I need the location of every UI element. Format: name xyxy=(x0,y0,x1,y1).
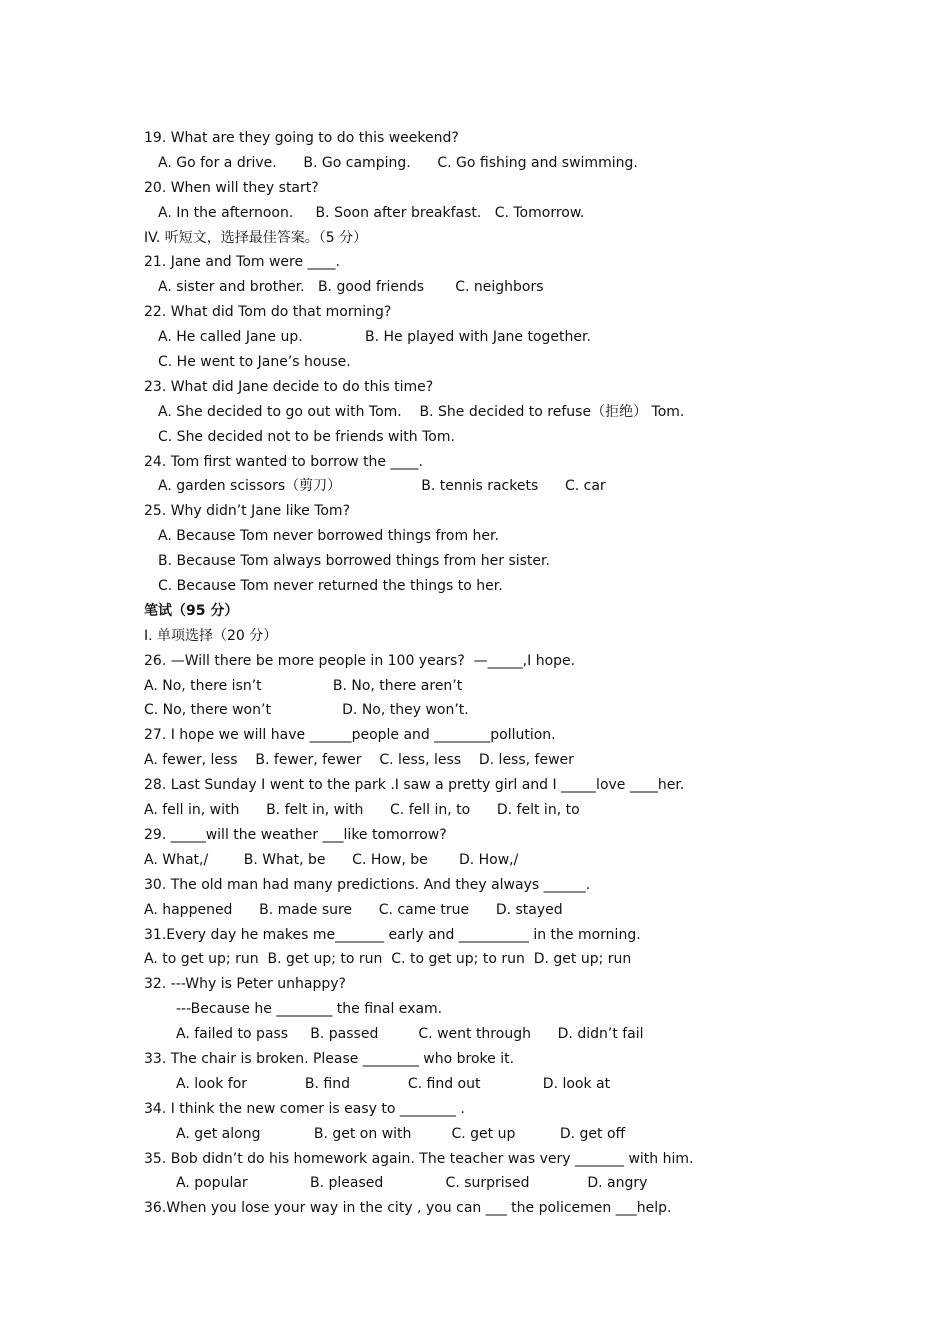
options-22-ab: A. He called Jane up. B. He played with Jane together. xyxy=(158,329,591,346)
options-33: A. look for B. find C. find out D. look at xyxy=(176,1075,611,1092)
question-21: 21. Jane and Tom were ____. xyxy=(144,254,340,271)
section-heading-i: I. 单项选择（20 分） xyxy=(144,627,278,644)
options-31: A. to get up; run B. get up; to run C. to get up; to run D. get up; run xyxy=(144,951,632,968)
options-28: A. fell in, with B. felt in, with C. fell in, to D. felt in, to xyxy=(144,802,580,819)
question-28: 28. Last Sunday I went to the park .I saw a pretty girl and I _____love ____her. xyxy=(144,777,685,794)
options-26-ab: A. No, there isn’t B. No, there aren’t xyxy=(144,677,463,694)
options-23-ab: A. She decided to go out with Tom. B. She decided to refuse（拒绝） Tom. xyxy=(158,403,685,420)
question-34: 34. I think the new comer is easy to ________ . xyxy=(144,1100,465,1117)
question-35: 35. Bob didn’t do his homework again. The teacher was very _______ with him. xyxy=(144,1150,694,1167)
question-26: 26. —Will there be more people in 100 years? —_____,I hope. xyxy=(144,652,576,669)
question-23: 23. What did Jane decide to do this time? xyxy=(144,378,434,395)
question-32: 32. ---Why is Peter unhappy? xyxy=(144,976,346,993)
options-21: A. sister and brother. B. good friends C. neighbors xyxy=(158,279,544,296)
exam-page xyxy=(144,126,844,1221)
section-heading-written: 笔试（95 分） xyxy=(144,602,239,619)
options-19: A. Go for a drive. B. Go camping. C. Go fishing and swimming. xyxy=(158,154,638,171)
question-33: 33. The chair is broken. Please ________ who broke it. xyxy=(144,1050,515,1067)
question-22: 22. What did Tom do that morning? xyxy=(144,304,392,321)
question-30: 30. The old man had many predictions. And they always ______. xyxy=(144,876,591,893)
question-29: 29. _____will the weather ___like tomorrow? xyxy=(144,826,447,843)
options-25-a: A. Because Tom never borrowed things from her. xyxy=(158,528,499,545)
options-25-c: C. Because Tom never returned the things to her. xyxy=(158,578,503,595)
options-30: A. happened B. made sure C. came true D. stayed xyxy=(144,901,563,918)
question-20: 20. When will they start? xyxy=(144,179,319,196)
question-19: 19. What are they going to do this weekend? xyxy=(144,130,459,146)
options-23-c: C. She decided not to be friends with Tom. xyxy=(158,428,455,445)
question-25: 25. Why didn’t Jane like Tom? xyxy=(144,503,350,520)
options-35: A. popular B. pleased C. surprised D. angry xyxy=(176,1175,648,1192)
options-27: A. fewer, less B. fewer, fewer C. less, less D. less, fewer xyxy=(144,752,574,769)
options-22-c: C. He went to Jane’s house. xyxy=(158,354,351,371)
options-25-b: B. Because Tom always borrowed things from her sister. xyxy=(158,553,550,570)
options-24: A. garden scissors（剪刀） B. tennis rackets C. car xyxy=(158,478,606,495)
question-36: 36.When you lose your way in the city , you can ___ the policemen ___help. xyxy=(144,1200,672,1217)
options-20: A. In the afternoon. B. Soon after breakfast. C. Tomorrow. xyxy=(158,204,585,221)
options-29: A. What,/ B. What, be C. How, be D. How,/ xyxy=(144,851,519,868)
question-24: 24. Tom first wanted to borrow the ____. xyxy=(144,453,423,470)
question-32-reply: ---Because he ________ the final exam. xyxy=(176,1001,443,1018)
question-31: 31.Every day he makes me_______ early and __________ in the morning. xyxy=(144,926,641,943)
question-27: 27. I hope we will have ______people and ________pollution. xyxy=(144,727,556,744)
options-26-cd: C. No, there won’t D. No, they won’t. xyxy=(144,702,469,719)
options-34: A. get along B. get on with C. get up D. get off xyxy=(176,1125,626,1142)
section-heading-iv: IV. 听短文，选择最佳答案。（5 分） xyxy=(144,229,368,246)
options-32: A. failed to pass B. passed C. went through D. didn’t fail xyxy=(176,1026,644,1043)
